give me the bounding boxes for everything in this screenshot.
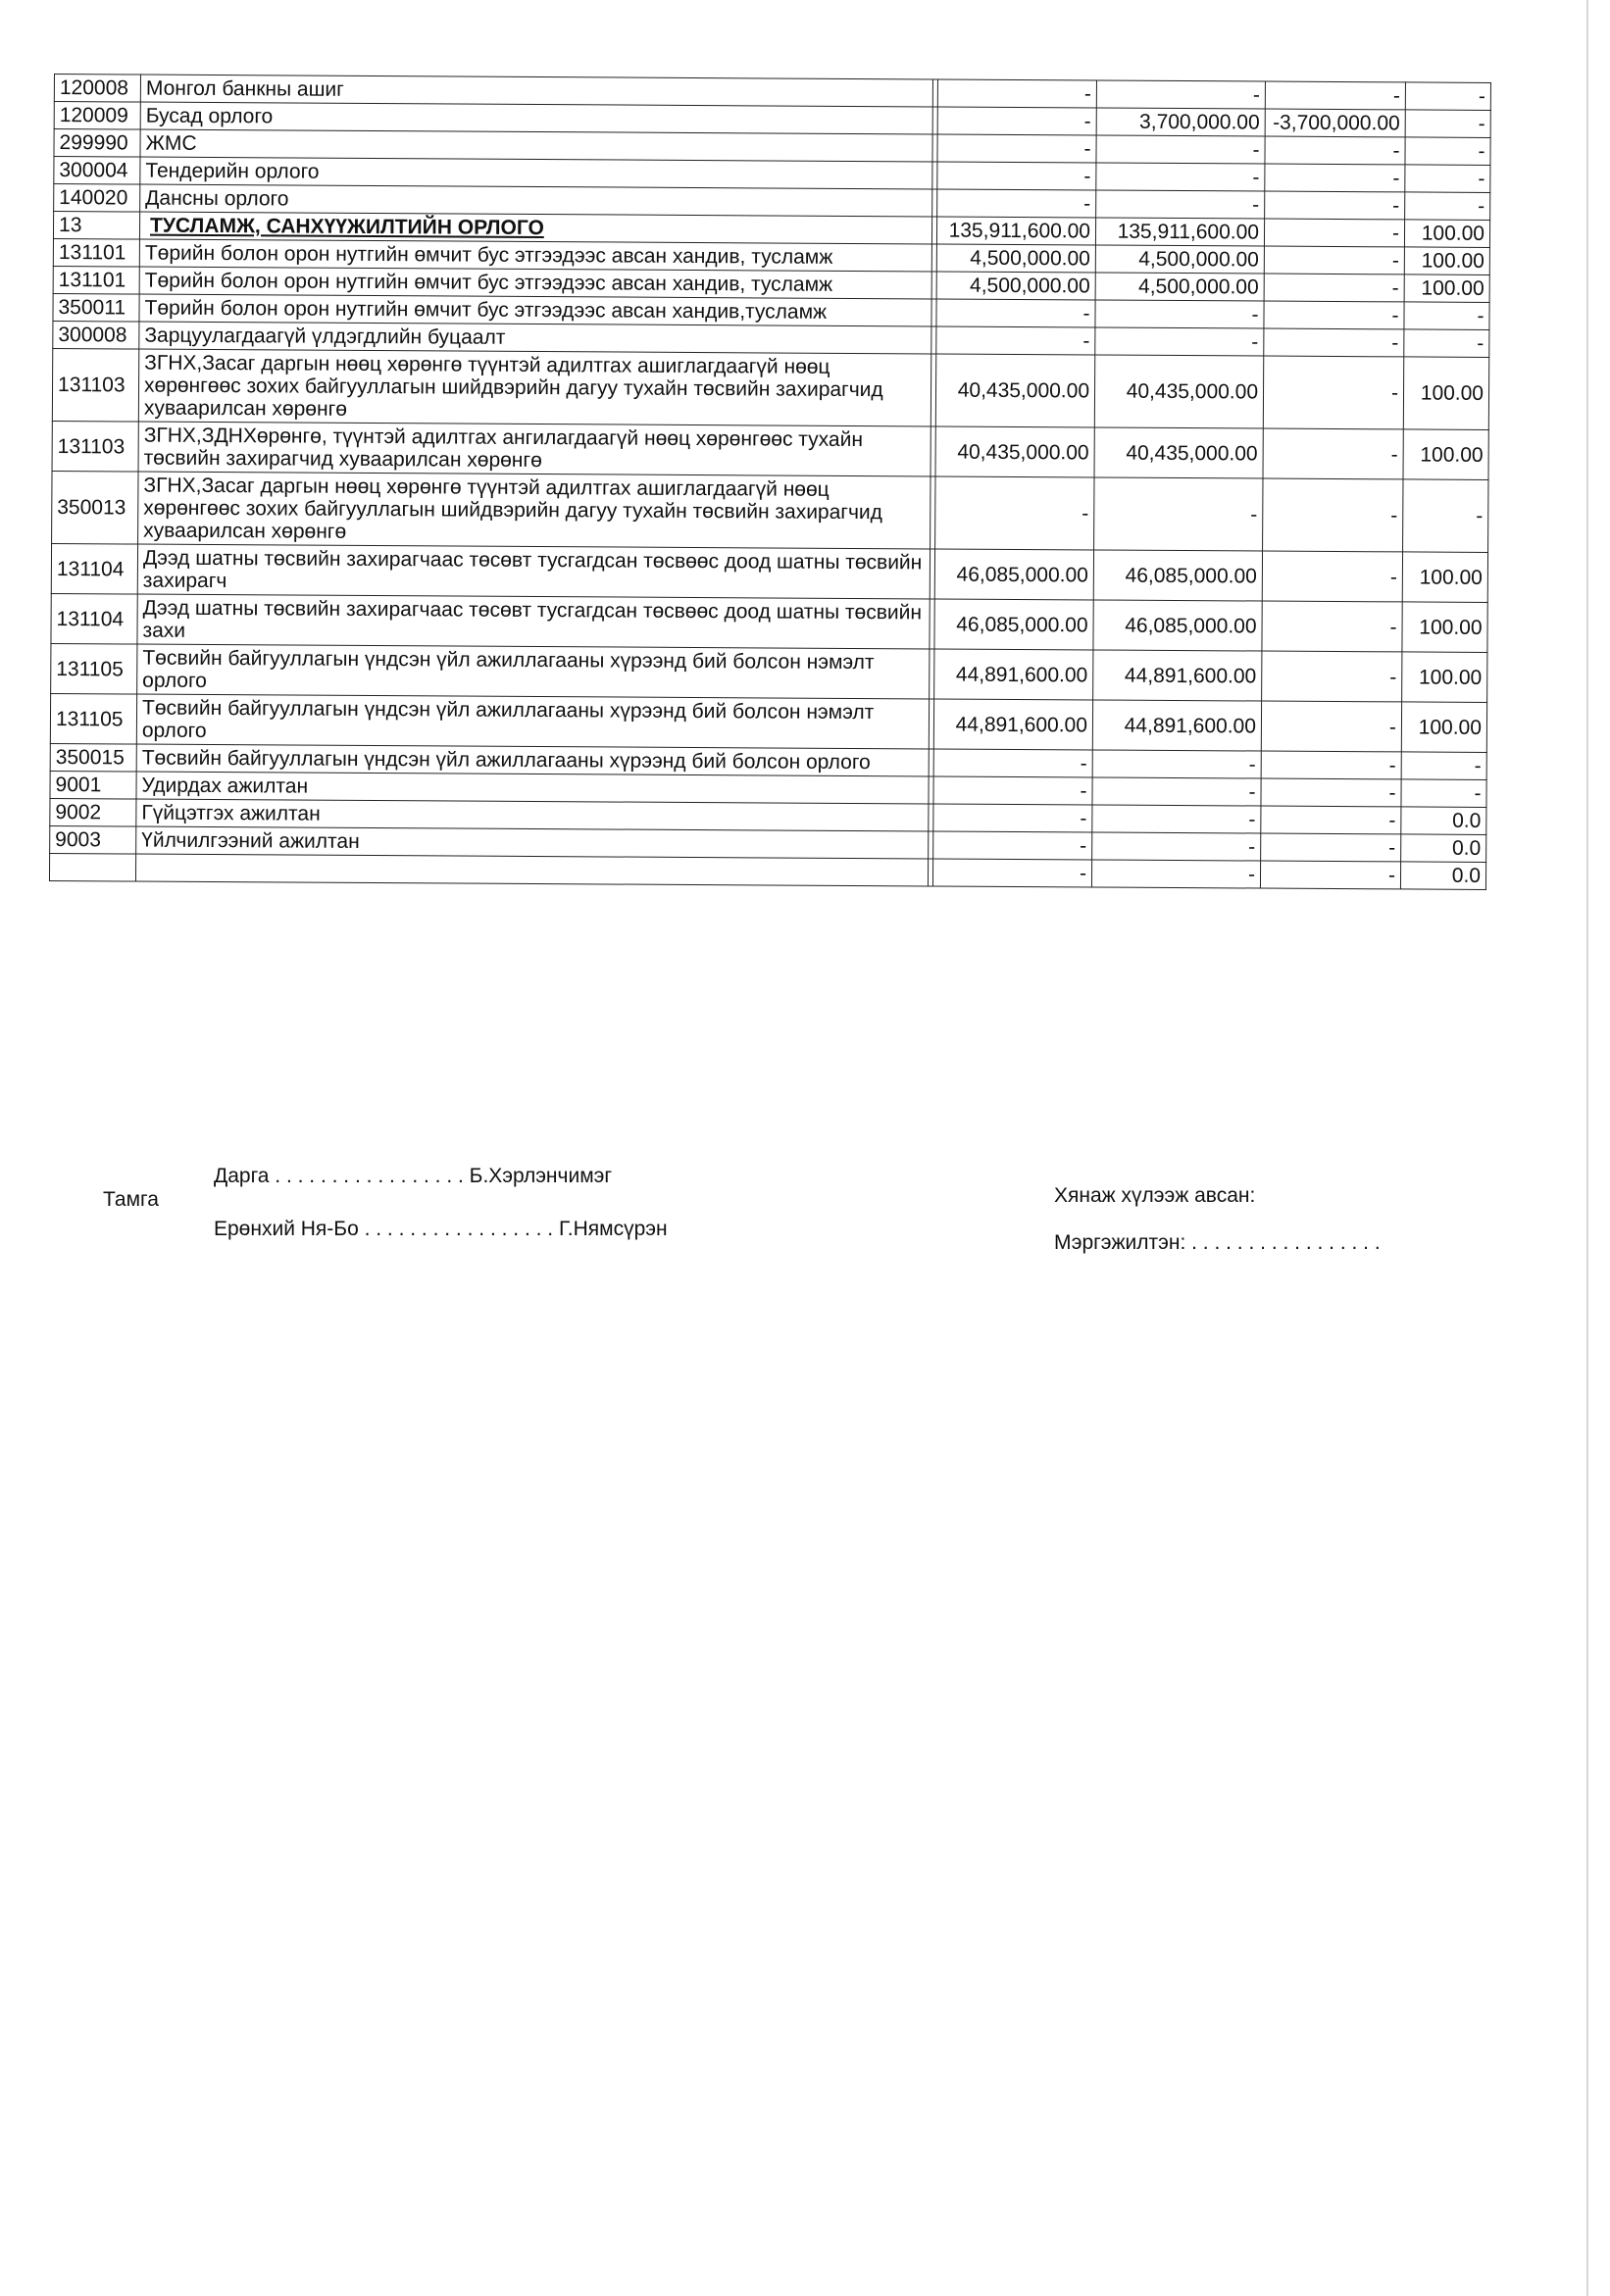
- table-row: [52, 421, 1488, 479]
- cell-c2: -: [937, 189, 1096, 218]
- stamp-label: Тамга: [103, 1188, 159, 1211]
- cell-c5: 100.00: [1402, 652, 1487, 703]
- cell-c4: -: [1262, 551, 1402, 602]
- cell-c4: -: [1263, 478, 1403, 552]
- cell-c3: 46,085,000.00: [1093, 600, 1262, 651]
- cell-c2: -: [936, 326, 1095, 355]
- cell-name: Бусад орлого: [140, 102, 932, 134]
- cell-c4: -: [1261, 806, 1401, 834]
- cell-code: 350013: [52, 471, 138, 544]
- cell-c4: -: [1265, 164, 1405, 192]
- cell-c2: -: [935, 476, 1094, 550]
- table-row: [51, 643, 1487, 702]
- cell-c2: -: [937, 162, 1096, 190]
- cell-c3: 4,500,000.00: [1095, 245, 1264, 274]
- cell-name: ЗГНХ,ЗДНХөрөнгө, түүнтэй адилтгах ангилагдаагүй нөөц хөрөнгөөс тухайн төсвийн захирагчид хуваарилсан хөрөнгө: [138, 422, 931, 476]
- cell-c4: -: [1264, 301, 1404, 329]
- signature-block: [0, 1165, 1610, 1323]
- cell-c5: -: [1405, 110, 1490, 138]
- cell-c2: 46,085,000.00: [934, 599, 1093, 650]
- cell-c5: -: [1405, 82, 1490, 111]
- cell-code: 299990: [54, 129, 140, 158]
- cell-code: 131105: [51, 643, 137, 694]
- cell-c4: -: [1265, 191, 1405, 220]
- cell-c5: 100.00: [1402, 552, 1487, 603]
- cell-code: 140020: [54, 184, 140, 213]
- cell-c3: -: [1092, 805, 1261, 833]
- cell-c5: -: [1401, 779, 1486, 808]
- cell-c2: -: [937, 79, 1096, 108]
- cell-c4: -: [1264, 219, 1404, 247]
- director-signature: Дарга . . . . . . . . . . . . . . . . . Б.Хэрлэнчимэг: [214, 1165, 613, 1187]
- cell-c4: -: [1261, 778, 1401, 807]
- cell-c3: -: [1095, 327, 1264, 356]
- cell-c5: 100.00: [1404, 275, 1489, 303]
- cell-c4: -: [1262, 601, 1402, 652]
- cell-c2: -: [933, 749, 1092, 777]
- cell-c2: -: [933, 831, 1092, 860]
- cell-code: 131104: [51, 593, 137, 644]
- table-row: [52, 348, 1488, 429]
- cell-c3: -: [1092, 832, 1261, 861]
- cell-c3: -: [1094, 477, 1263, 551]
- chief-accountant-signature: Ерөнхий Ня-Бо . . . . . . . . . . . . . . . . . Г.Нямсүрэн: [214, 1218, 668, 1240]
- cell-code: 300004: [54, 157, 140, 185]
- cell-name: Төсвийн байгууллагын үндсэн үйл ажиллагааны хүрээнд бий болсон нэмэлт орлого: [137, 644, 930, 699]
- cell-c5: 0.0: [1400, 862, 1485, 890]
- cell-c3: -: [1092, 777, 1261, 806]
- cell-code: 131103: [52, 421, 138, 472]
- cell-c4: -: [1261, 701, 1401, 752]
- cell-code: 9003: [50, 825, 136, 854]
- cell-c4: -: [1261, 833, 1401, 862]
- cell-c4: -: [1265, 136, 1405, 165]
- cell-name: ТУСЛАМЖ, САНХҮҮЖИЛТИЙН ОРЛОГО: [139, 212, 931, 244]
- cell-c4: -: [1260, 861, 1400, 889]
- cell-c5: 100.00: [1403, 357, 1488, 430]
- cell-c5: -: [1403, 479, 1488, 553]
- cell-name: [135, 854, 928, 886]
- cell-c4: -: [1261, 751, 1401, 779]
- cell-c2: 40,435,000.00: [935, 354, 1094, 427]
- cell-code: 120009: [54, 102, 140, 130]
- cell-code: 131104: [51, 543, 137, 594]
- cell-c5: -: [1405, 137, 1490, 166]
- cell-code: 13: [53, 212, 139, 240]
- cell-c3: 44,891,600.00: [1093, 650, 1262, 701]
- cell-code: 131105: [50, 693, 136, 744]
- cell-c2: 40,435,000.00: [935, 426, 1094, 477]
- table-row: [50, 693, 1486, 752]
- cell-c5: -: [1401, 752, 1486, 780]
- cell-c3: 44,891,600.00: [1092, 700, 1261, 751]
- cell-c3: -: [1095, 300, 1264, 328]
- cell-c3: -: [1096, 163, 1265, 191]
- cell-name: Монгол банкны ашиг: [140, 75, 932, 107]
- cell-c2: 44,891,600.00: [934, 649, 1093, 700]
- table-row: [52, 471, 1488, 552]
- cell-c5: 100.00: [1402, 602, 1487, 653]
- cell-code: 120008: [54, 75, 140, 103]
- cell-name: Төрийн болон орон нутгийн өмчит бус этгээдээс авсан хандив, тусламж: [139, 267, 931, 299]
- cell-c4: -: [1264, 246, 1404, 275]
- cell-c3: 40,435,000.00: [1094, 427, 1263, 478]
- cell-c5: -: [1405, 192, 1490, 221]
- cell-code: 131101: [53, 238, 139, 267]
- cell-c2: 4,500,000.00: [936, 244, 1095, 273]
- cell-c3: -: [1096, 135, 1265, 164]
- cell-code: 300008: [53, 321, 139, 349]
- cell-name: Зарцуулагдаагүй үлдэгдлийн буцаалт: [139, 322, 931, 354]
- cell-c4: -: [1262, 651, 1402, 702]
- cell-c5: 100.00: [1404, 247, 1489, 275]
- cell-c3: 46,085,000.00: [1093, 550, 1262, 601]
- cell-c3: 3,700,000.00: [1096, 108, 1265, 136]
- cell-name: Төсвийн байгууллагын үндсэн үйл ажиллагааны хүрээнд бий болсон нэмэлт орлого: [136, 694, 929, 749]
- cell-c5: 0.0: [1401, 807, 1486, 835]
- cell-c5: 100.00: [1403, 429, 1488, 480]
- cell-c3: -: [1096, 190, 1265, 219]
- received-label: Хянаж хүлээж авсан:: [1054, 1184, 1256, 1207]
- cell-name: Төсвийн байгууллагын үндсэн үйл ажиллагааны хүрээнд бий болсон орлого: [136, 744, 929, 776]
- cell-c4: -: [1263, 428, 1403, 479]
- cell-name: Төрийн болон орон нутгийн өмчит бус этгээдээс авсан хандив,тусламж: [139, 294, 931, 326]
- cell-c3: 40,435,000.00: [1094, 355, 1263, 428]
- cell-c2: -: [936, 299, 1095, 327]
- cell-c5: 100.00: [1401, 702, 1486, 753]
- cell-c2: -: [937, 134, 1096, 163]
- cell-code: 9002: [50, 798, 136, 826]
- cell-c2: -: [933, 776, 1092, 805]
- cell-name: Дээд шатны төсвийн захирагчаас төсөвт тусгагдсан төсвөөс доод шатны төсвийн захирагч: [137, 544, 930, 599]
- cell-c5: -: [1404, 302, 1489, 330]
- cell-name: Гүйцэтгэх ажилтан: [136, 799, 929, 831]
- cell-name: ЗГНХ,Засаг даргын нөөц хөрөнгө түүнтэй адилтгах ашиглагдаагүй нөөц хөрөнгөөс зохих байгууллагын шийдвэрийн дагуу тухайн төсвийн захирагчид хуваарилсан хөрөнгө: [138, 472, 931, 549]
- cell-c3: -: [1091, 860, 1260, 888]
- cell-c5: -: [1405, 165, 1490, 193]
- cell-c2: 44,891,600.00: [933, 699, 1092, 750]
- page-edge-line: [1586, 0, 1588, 2296]
- cell-c3: -: [1092, 750, 1261, 778]
- cell-c4: -: [1264, 328, 1404, 357]
- cell-c4: -: [1264, 274, 1404, 302]
- cell-name: Удирдах ажилтан: [136, 772, 929, 804]
- cell-c5: -: [1404, 329, 1489, 358]
- cell-c2: -: [932, 859, 1091, 887]
- cell-code: 9001: [50, 771, 136, 799]
- table-row: [51, 543, 1487, 602]
- table-row: [51, 593, 1487, 652]
- report-sheet: [49, 74, 1490, 890]
- cell-code: 131103: [52, 348, 138, 422]
- cell-name: Дээд шатны төсвийн захирагчаас төсөвт тусгагдсан төсвөөс доод шатны төсвийн захи: [137, 594, 930, 649]
- cell-code: 350015: [50, 743, 136, 772]
- cell-c5: 100.00: [1404, 220, 1489, 248]
- cell-code: [49, 853, 135, 881]
- cell-c5: 0.0: [1401, 834, 1486, 863]
- cell-c4: -3,700,000.00: [1265, 109, 1405, 137]
- cell-c3: 135,911,600.00: [1095, 218, 1264, 246]
- cell-name: ЖМС: [140, 129, 932, 162]
- cell-c4: -: [1263, 356, 1403, 429]
- revenue-table: [49, 74, 1491, 890]
- cell-c2: -: [937, 107, 1096, 135]
- cell-c3: -: [1096, 80, 1265, 109]
- cell-c2: -: [933, 804, 1092, 832]
- cell-c3: 4,500,000.00: [1095, 273, 1264, 301]
- cell-code: 350011: [53, 293, 139, 322]
- cell-c2: 46,085,000.00: [934, 549, 1093, 600]
- cell-name: Дансны орлого: [140, 184, 932, 217]
- cell-code: 131101: [53, 266, 139, 294]
- cell-name: Төрийн болон орон нутгийн өмчит бус этгээдээс авсан хандив, тусламж: [139, 239, 931, 272]
- cell-c4: -: [1265, 81, 1405, 110]
- specialist-signature: Мэргэжилтэн: . . . . . . . . . . . . . . . . .: [1054, 1231, 1381, 1254]
- cell-name: Үйлчилгээний ажилтан: [136, 826, 929, 859]
- cell-c2: 4,500,000.00: [936, 272, 1095, 300]
- cell-name: ЗГНХ,Засаг даргын нөөц хөрөнгө түүнтэй адилтгах ашиглагдаагүй нөөц хөрөнгөөс зохих байгууллагын шийдвэрийн дагуу тухайн төсвийн захирагчид хуваарилсан хөрөнгө: [138, 349, 931, 426]
- cell-name: Тендерийн орлого: [140, 157, 932, 189]
- cell-c2: 135,911,600.00: [936, 217, 1095, 245]
